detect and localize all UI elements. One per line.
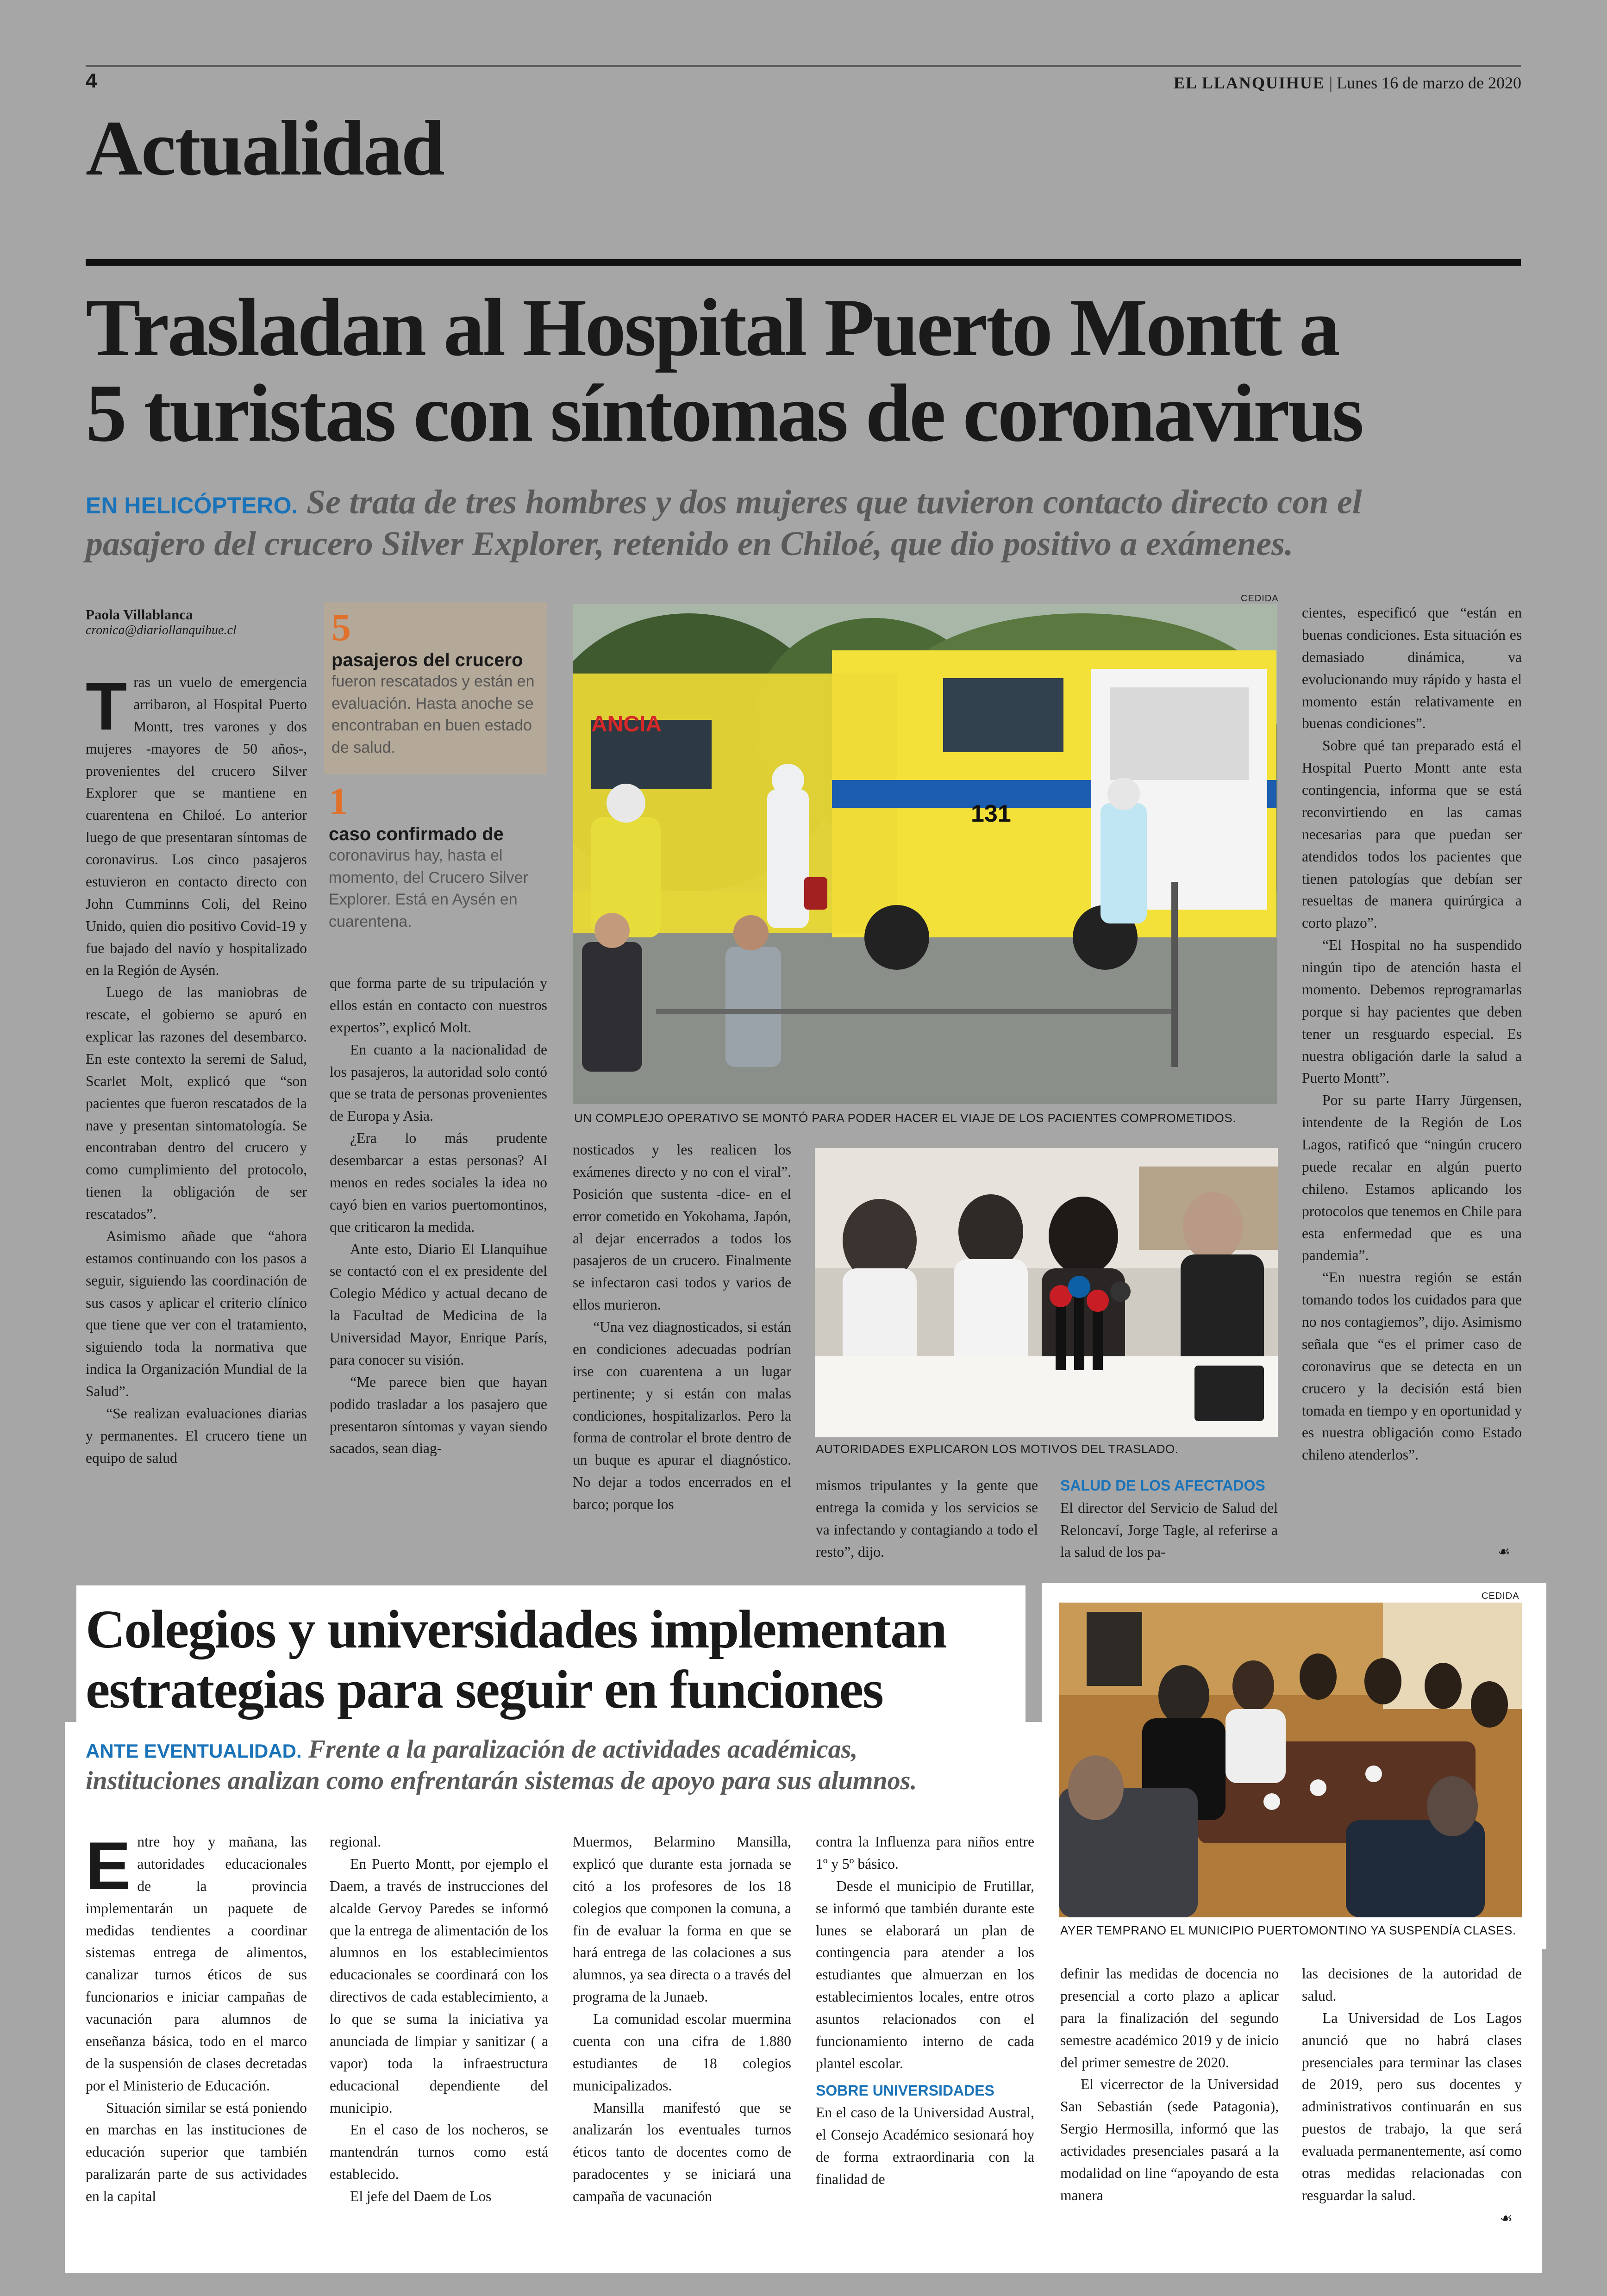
paragraph: ntre hoy y mañana, las autoridades educacionales de la provincia implementarán un paquete de medidas tendientes a coordinar sistemas entrega de alimentos, canalizar turnos éticos de sus funcionarios e iniciar campañas de vacunación para alumnos de enseñanza básica, todo en el marco de la suspensión de clases decretadas por el Ministerio de Educación. bbox=[86, 1834, 307, 2094]
publication-date: Lunes 16 de marzo de 2020 bbox=[1337, 74, 1521, 92]
factbox-confirmed bbox=[329, 782, 532, 933]
author-email: cronica@diariollanquihue.cl bbox=[86, 623, 237, 637]
paragraph: cientes, especificó que “están en buenas condiciones. Esta situación es demasiado dinámica, va evolucionando muy rápido y hasta el momento están relativamente en buenas condiciones”. bbox=[1302, 605, 1522, 732]
article1-col1 bbox=[86, 671, 307, 1572]
factbox-passengers bbox=[324, 602, 547, 774]
article2-lead-line2: instituciones analizan como enfrentarán sistemas de apoyo para sus alumnos. bbox=[86, 1766, 917, 1796]
article1-kicker: EN HELICÓPTERO. bbox=[86, 493, 298, 518]
paragraph: Luego de las maniobras de rescate, el gobierno se apuró en explicar las razones del desembarco. En este contexto la seremi de Salud, Scarlet Molt, explicó que “son pacientes que fueron rescatados de la nave y presentan sintomatología. Se encontraban dentro del crucero y como cumplimiento del protocolo, tienen la obligación de ser rescatados”. bbox=[86, 984, 307, 1222]
article2-col5 bbox=[1060, 1963, 1279, 2250]
article2-headline bbox=[86, 1599, 946, 1720]
paragraph: ¿Era lo más prudente desembarcar a estas personas? Al menos en redes sociales la idea no cayó bien en varios puertomontinos, que criticaron la medida. bbox=[330, 1130, 547, 1235]
article1-col5 bbox=[1060, 1474, 1278, 1574]
paragraph: Ante esto, Diario El Llanquihue se contactó con el ex presidente del Colegio Médico y actual decano de la Facultad de Medicina de la Universidad Mayor, Enrique París, para conocer su visión. bbox=[330, 1241, 547, 1368]
header-rule bbox=[86, 65, 1521, 67]
paragraph: Muermos, Belarmino Mansilla, explicó que durante esta jornada se citó a los profesores de los 18 colegios que componen la comuna, a fin de evaluar la forma en que se hará entrega de las colaciones a sus alumnos, ya sea directa o a través del programa de la Junaeb. bbox=[573, 1834, 791, 2005]
article1-headline-line1: Trasladan al Hospital Puerto Montt a bbox=[86, 281, 1338, 373]
subhead-universidades: SOBRE UNIVERSIDADES bbox=[816, 2082, 994, 2099]
paragraph: La Universidad de Los Lagos anunció que no habrá clases presenciales para terminar las clases de 2019, pero sus docentes y administrativos continuarán en sus puestos de trabajo, la que será evaluada permanentemente, así como otras medidas relacionadas con resguardar la salud. bbox=[1302, 2009, 1522, 2203]
paragraph: “Me parece bien que hayan podido trasladar a los pasajero que presentaron síntomas y vayan siendo sacados, sean diag- bbox=[330, 1373, 547, 1457]
photo1-caption: UN COMPLEJO OPERATIVO SE MONTÓ PARA PODER HACER EL VIAJE DE LOS PACIENTES COMPROMETIDOS. bbox=[574, 1111, 1236, 1125]
paragraph: La comunidad escolar muermina cuenta con una cifra de 1.880 estudiantes de 18 colegios municipalizados. bbox=[573, 2011, 791, 2094]
paragraph: En el caso de la Universidad Austral, el Consejo Académico sesionará hoy de forma extraordinaria con la finalidad de bbox=[816, 2104, 1034, 2187]
paragraph: ras un vuelo de emergencia arribaron, al Hospital Puerto Montt, tres varones y dos mujeres -mayores de 50 años-, provenientes del crucero Silver Explorer que se mantiene en cuarentena en Chiloé. Lo anterior luego de que presentaran síntomas de coronavirus. Los cinco pasajeros estuvieron en contacto directo con John Cumminns Coli, del Reino Unido, quien dio positivo Covid-19 y fue bajado del navío y hospitalizado en la Región de Aysén. bbox=[86, 674, 307, 979]
article2-lead bbox=[86, 1734, 1058, 1797]
photo2-caption: AUTORIDADES EXPLICARON LOS MOTIVOS DEL TRASLADO. bbox=[816, 1442, 1179, 1456]
paragraph: Desde el municipio de Frutillar, se informó que también durante este lunes se elaborará un plan de contingencia para atender a los estudiantes que almuerzan en los establecimientos locales, entre otros asuntos relacionados con el funcionamiento interno de cada plantel escolar. bbox=[816, 1878, 1034, 2071]
article2-kicker: ANTE EVENTUALIDAD. bbox=[86, 1740, 302, 1762]
paragraph: En cuanto a la nacionalidad de los pasajeros, la autoridad solo contó que se trata de personas provenientes de Europa y Asia. bbox=[330, 1041, 547, 1124]
section-title: Actualidad bbox=[86, 105, 444, 192]
paragraph: mismos tripulantes y la gente que entrega la comida y los servicios se va infectando y contagiando a todo el resto”, dijo. bbox=[816, 1477, 1038, 1560]
ambulance-number: 131 bbox=[971, 800, 1011, 827]
article1-byline bbox=[86, 606, 308, 638]
ambulance-photo bbox=[573, 604, 1277, 1104]
dropcap: E bbox=[86, 1831, 131, 1903]
paragraph: Sobre qué tan preparado está el Hospital Puerto Montt ante esta contingencia, informa que se está reconvirtiendo en las camas necesarias para que puedan ser atendidos todos los pacientes que tienen patologías que debían ser resueltas de manera quirúrgica a corto plazo”. bbox=[1302, 737, 1522, 931]
fact-number: 1 bbox=[329, 780, 348, 823]
fact-text: fueron rescatados y están en evaluación. Hasta anoche se encontraban en buen estado de salud. bbox=[331, 673, 535, 756]
fact-label: caso confirmado de bbox=[329, 824, 504, 844]
subhead-salud: SALUD DE LOS AFECTADOS bbox=[1060, 1477, 1265, 1494]
headline-rule bbox=[86, 259, 1521, 266]
publication-name: EL LLANQUIHUE bbox=[1173, 74, 1325, 92]
paragraph: que forma parte de su tripulación y ellos están en contacto con nuestros expertos”, explicó Molt. bbox=[330, 975, 547, 1036]
paragraph: definir las medidas de docencia no presencial a corto plazo a aplicar para la finalización del segundo semestre académico 2019 y de inicio del primer semestre de 2020. bbox=[1060, 1965, 1279, 2071]
paragraph: “En nuestra región se están tomando todos los cuidados para que no nos contagiemos”, dijo. Asimismo señala que “es el primer caso de coronavirus que se detecta en un crucero y la decisión está bien tomada en tiempo y en oportunidad y es nuestra obligación como Estado chileno atenderlos”. bbox=[1302, 1269, 1522, 1463]
paragraph: Por su parte Harry Jürgensen, intendente de la Región de Los Lagos, ratificó que “ningún crucero puede recalar en algún puerto chileno. Estamos aplicando los protocolos que tenemos en Chile para esta enfermedad que es una pandemia”. bbox=[1302, 1092, 1522, 1264]
photo3-caption: AYER TEMPRANO EL MUNICIPIO PUERTOMONTINO YA SUSPENDÍA CLASES. bbox=[1060, 1923, 1516, 1937]
paragraph: Situación similar se está poniendo en marchas en las instituciones de educación superior que también paralizarán parte de sus actividades en la capital bbox=[86, 2099, 307, 2204]
article2-col2 bbox=[330, 1831, 548, 2247]
photo1-credit: CEDIDA bbox=[1241, 593, 1279, 604]
article1-lead-line2: pasajero del crucero Silver Explorer, retenido en Chiloé, que dio positivo a exámenes. bbox=[86, 525, 1294, 563]
paragraph: Mansilla manifestó que se analizarán los eventuales turnos éticos tanto de docentes como de paradocentes y se iniciará una campaña de vacunación bbox=[573, 2099, 791, 2204]
dropcap: T bbox=[86, 671, 127, 744]
page-number: 4 bbox=[86, 69, 97, 92]
article2-headline-line2: estrategias para seguir en funciones bbox=[86, 1659, 883, 1720]
article2-col6 bbox=[1302, 1963, 1522, 2250]
article1-lead bbox=[86, 481, 1521, 565]
article2-col4 bbox=[816, 1831, 1034, 2247]
fact-label: pasajeros del crucero bbox=[331, 650, 523, 670]
ambulance-label: ANCIA bbox=[591, 712, 662, 736]
paragraph: “El Hospital no ha suspendido ningún tipo de atención hasta el momento. Debemos reprogramarlas porque si hay pacientes que deben tener un resguardo especial. Es nuestra obligación darle la salud a Puerto Montt”. bbox=[1302, 937, 1522, 1086]
article1-col2 bbox=[330, 972, 547, 1574]
fact-text: coronavirus hay, hasta el momento, del Crucero Silver Explorer. Está en Aysén en cuarentena. bbox=[329, 847, 528, 930]
end-mark-icon: ☙ bbox=[1498, 1544, 1510, 1560]
meeting-photo bbox=[1059, 1603, 1522, 1917]
author-name: Paola Villablanca bbox=[86, 606, 193, 623]
paragraph: Asimismo añade que “ahora estamos continuando con los pasos a seguir, siguiendo las coordinación de sus casos y aplicar el criterio clínico que tiene que ver con el tratamiento, siguiendo toda la normativa que indica la Organización Mundial de la Salud”. bbox=[86, 1228, 307, 1399]
paragraph: El director del Servicio de Salud del Reloncaví, Jorge Tagle, al referirse a la salud de los pa- bbox=[1060, 1499, 1278, 1560]
press-conference-photo bbox=[815, 1148, 1278, 1437]
header-masthead: EL LLANQUIHUE | Lunes 16 de marzo de 2020 bbox=[1173, 74, 1521, 92]
fact-number: 5 bbox=[331, 606, 351, 649]
photo3-credit: CEDIDA bbox=[1482, 1591, 1519, 1601]
paragraph: El jefe del Daem de Los bbox=[350, 2188, 492, 2204]
article1-headline-line2: 5 turistas con síntomas de coronavirus bbox=[86, 367, 1363, 459]
article2-col3 bbox=[573, 1831, 791, 2247]
article2-headline-line1: Colegios y universidades implementan bbox=[86, 1599, 946, 1660]
article2-lead-line1: Frente a la paralización de actividades académicas, bbox=[308, 1735, 858, 1764]
paragraph: En el caso de los nocheros, se mantendrán turnos como está establecido. bbox=[330, 2121, 548, 2183]
paragraph: “Una vez diagnosticados, si están en condiciones adecuadas podrían irse con cuarentena a un lugar pertinente; y si están con malas condiciones, hospitalizarlos. Pero la forma de controlar el brote dentro de un buque es apurar el diagnóstico. No dejar a todos encerrados en el barco; porque los bbox=[573, 1319, 791, 1512]
paragraph: las decisiones de la autoridad de salud. bbox=[1302, 1965, 1522, 2004]
article2-col1 bbox=[86, 1831, 307, 2247]
paragraph: En Puerto Montt, por ejemplo el Daem, a través de instrucciones del alcalde Gervoy Paredes se informó que la entrega de alimentación de los alumnos en los establecimientos educacionales se coordinará con los directivos de cada establecimiento, a lo que se suma la iniciativa ya anunciada de limpiar y sanitizar ( a vapor) toda la infraestructura educacional dependiente del municipio. bbox=[330, 1855, 548, 2116]
article1-lead-line1: Se trata de tres hombres y dos mujeres que tuvieron contacto directo con el bbox=[306, 483, 1362, 521]
paragraph: “Se realizan evaluaciones diarias y permanentes. El crucero tiene un equipo de salud bbox=[86, 1405, 307, 1466]
paragraph: regional. bbox=[330, 1834, 381, 1850]
article1-headline bbox=[86, 281, 1363, 459]
article1-col3 bbox=[573, 1139, 791, 1574]
paragraph: nosticados y les realicen los exámenes directo y no con el viral”. Posición que sustenta -dice- en el error cometido en Yokohama, Japón, al dejar encerrados a todos los pasajeros de un crucero. Finalmente se infectaron casi todos y varios de ellos murieron. bbox=[573, 1142, 791, 1313]
paragraph: El vicerrector de la Universidad San Sebastián (sede Patagonia), Sergio Hermosilla, informó que las actividades presenciales pasará a la modalidad on line “apoyando de esta manera bbox=[1060, 2076, 1279, 2203]
article1-col4 bbox=[816, 1474, 1038, 1574]
paragraph: contra la Influenza para niños entre 1º y 5º básico. bbox=[816, 1834, 1034, 1872]
article1-col6 bbox=[1302, 602, 1522, 1565]
end-mark-icon: ☙ bbox=[1500, 2210, 1513, 2227]
